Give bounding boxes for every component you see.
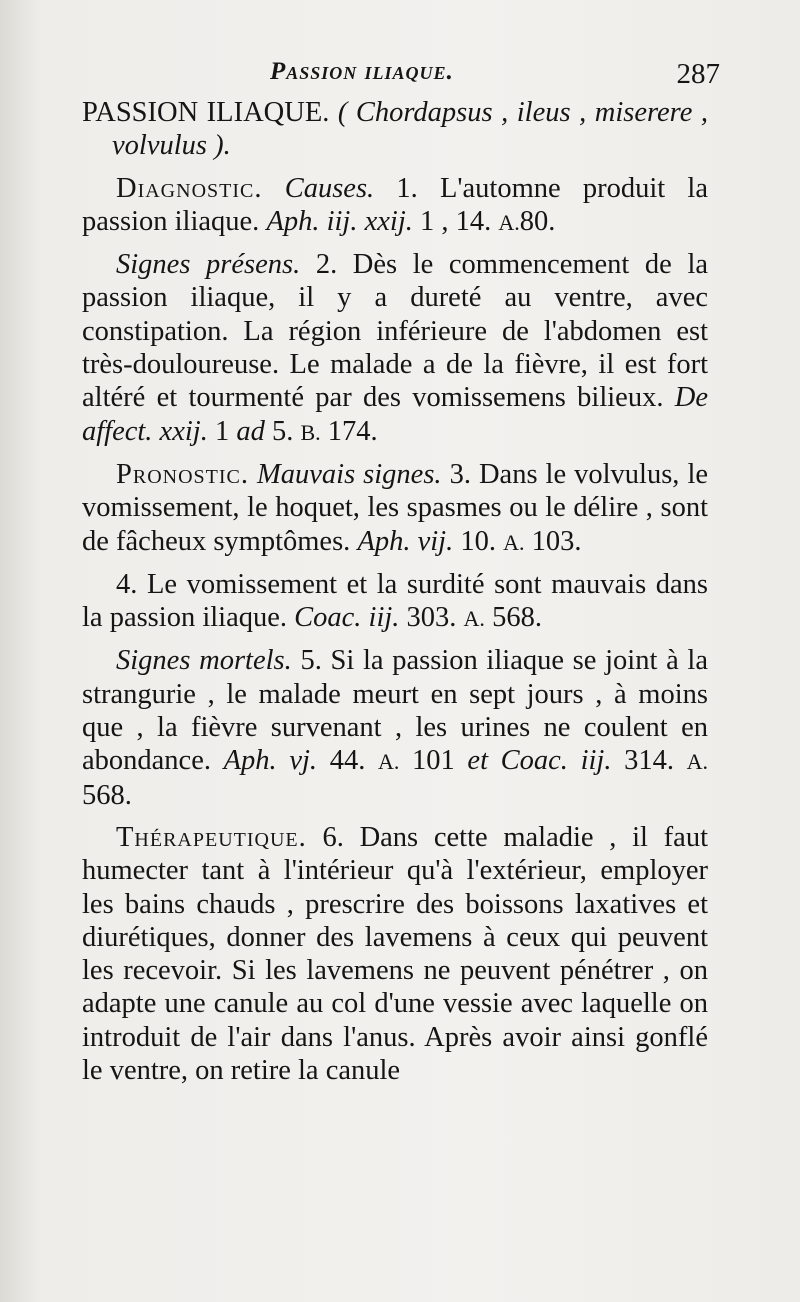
paragraph-diagnostic [82, 172, 708, 240]
paragraph-signes-mortels [82, 644, 708, 811]
paragraph-4 [82, 568, 708, 636]
citation-5-num2: 101 [412, 745, 455, 777]
citation-2: De affect. xxij. [82, 382, 708, 447]
synonyms: ( Chordapsus , ileus , miserere , volvulus ). [112, 97, 708, 162]
citation-4-ref: A. [463, 606, 485, 632]
citation-2-num3: 174. [327, 415, 378, 447]
paragraph-2-text: 2. Dès le commencement de la passion iliaque, il y a dureté au ventre, avec constipation. La région inférieure de l'abdomen est très-douloureuse. Le malade a de la fièvre, il est fort altéré et tourmenté par des vomissemens bilieux. [82, 249, 709, 414]
citation-3-num: 10. [460, 525, 496, 557]
paragraph-pronostic [82, 458, 708, 559]
citation-5-num3: 314. [624, 745, 674, 777]
paragraph-6-text: 6. Dans cette maladie , il faut humecter tant à l'intérieur qu'à l'extérieur, employer les bains chauds , prescrire des boissons laxatives et diurétiques, donner des lavemens à ceux qui peuvent les recevoir. Si les lavemens ne peuvent pénétrer , on adapte une canule au col d'une vessie avec laquelle on introduit de l'air dans l'anus. Après avoir ainsi gonflé le ventre, on retire la canule [82, 821, 708, 1087]
subsection-signes-presens: Signes présens. [116, 249, 301, 281]
section-label-pronostic: Pronostic. [116, 458, 249, 490]
running-title: Passion iliaque. [270, 58, 454, 85]
citation-1: Aph. iij. xxij. [266, 205, 413, 237]
citation-5-ref2: A. [686, 749, 709, 775]
page-number: 287 [676, 58, 720, 90]
citation-5-num4: 568. [82, 779, 132, 811]
citation-4: Coac. iij. [294, 602, 400, 634]
section-label-therapeutique: Thérapeutique. [116, 821, 307, 853]
citation-3: Aph. vij. [357, 525, 454, 557]
citation-2-num2: 5. [271, 415, 294, 447]
headword: PASSION ILIAQUE. [82, 97, 330, 128]
subsection-mauvais-signes: Mauvais signes. [257, 458, 442, 490]
subsection-causes: Causes. [284, 172, 375, 204]
citation-2-num: 1 [214, 415, 230, 447]
paragraph-5-text: 5. Si la passion iliaque se joint à la strangurie , le malade meurt en sept jours , à moins que , la fièvre survenant , les urines ne coulent en abondance. [82, 645, 708, 777]
citation-5: Aph. vj. [223, 745, 318, 777]
citation-5-ref: A. [377, 749, 400, 775]
citation-4-num: 303. [406, 602, 457, 634]
paragraph-therapeutique [82, 821, 708, 1087]
section-label-diagnostic: Diagnostic. [116, 172, 263, 204]
citation-2-ref: B. [300, 419, 321, 445]
citation-5-coac: et Coac. iij. [467, 745, 612, 777]
subsection-signes-mortels: Signes mortels. [116, 645, 292, 677]
citation-2-ad: ad [236, 415, 265, 447]
citation-1-num2: 80. [519, 205, 556, 237]
paragraph-4-text: 4. Le vomissement et la surdité sont mauvais dans la passion iliaque. [82, 568, 708, 634]
citation-1-ref: A. [498, 209, 520, 235]
body-text [82, 96, 708, 1096]
citation-1-num: 1 , 14. [420, 205, 492, 237]
paragraph-3-text: 3. Dans le volvulus, le vomissement, le hoquet, les spasmes ou le délire , sont de fâcheux symptômes. [82, 458, 709, 557]
page-header [80, 58, 720, 98]
citation-4-num2: 568. [492, 602, 542, 634]
paragraph-1-text: 1. L'automne produit la passion iliaque. [82, 172, 708, 237]
entry-heading [82, 96, 708, 163]
citation-3-ref: A. [503, 529, 525, 555]
citation-3-num2: 103. [531, 525, 582, 557]
citation-5-num: 44. [329, 745, 366, 777]
paragraph-signes-presens [82, 248, 708, 449]
